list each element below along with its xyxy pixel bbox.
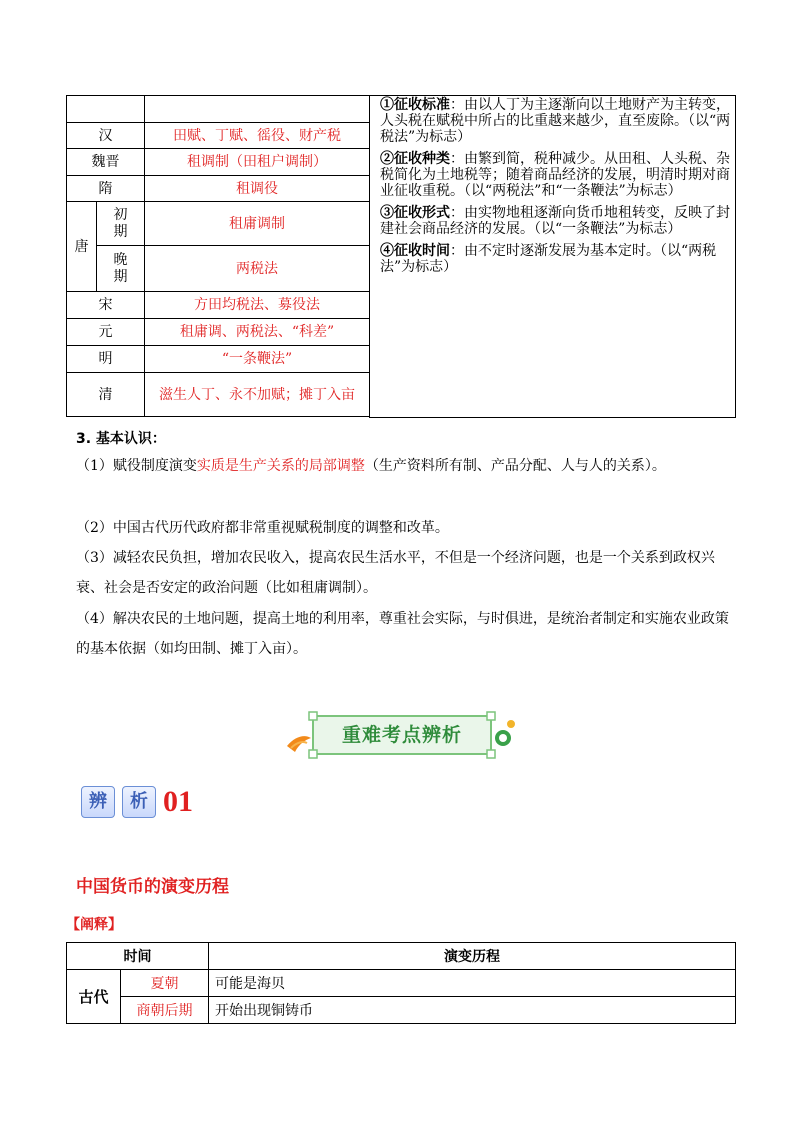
explanation-label: 【阐释】 xyxy=(66,917,122,933)
tax-system-cell: “一条鞭法” xyxy=(145,346,370,373)
point-2: ②征收种类：由繁到简，税种减少。从田租、人头税、杂税简化为土地税等；随着商品经济的发展，明清时期对商业征收重税。（以“两税法”和“一条鞭法”为标志） xyxy=(380,151,730,199)
dynasty-cell: 隋 xyxy=(67,176,145,202)
tax-system-cell: 租调制（田租户调制） xyxy=(145,149,370,176)
badge-char-1: 辨 xyxy=(81,786,115,818)
paragraph-3: （3）减轻农民负担，增加农民收入，提高农民生活水平，不但是一个经济问题，也是一个关系到政权兴衰、社会是否安定的政治问题（比如租庸调制）。 xyxy=(76,550,715,596)
dynasty-cell: 唐 xyxy=(67,202,97,292)
tax-system-cell: 两税法 xyxy=(145,246,370,292)
currency-table xyxy=(66,942,736,1024)
period-cell: 晚期 xyxy=(97,246,145,292)
point-3: ③征收形式：由实物地租逐渐向货币地租转变，反映了封建社会商品经济的发展。（以“一条鞭法”为标志） xyxy=(380,205,730,237)
evolution-points xyxy=(370,96,736,418)
paragraph-4: （4）解决农民的土地问题，提高土地的利用率，尊重社会实际，与时俱进，是统治者制定和实施农业政策的基本依据（如均田制、摊丁入亩）。 xyxy=(76,611,729,657)
header-time: 时间 xyxy=(67,943,209,970)
header-evolution: 演变历程 xyxy=(209,943,736,970)
evolution-cell: 开始出现铜铸币 xyxy=(209,997,736,1024)
tax-system-table xyxy=(66,95,736,418)
dynasty-cell: 汉 xyxy=(67,123,145,149)
dynasty-cell: 清 xyxy=(67,373,145,417)
point-1: ①征收标准：由以人丁为主逐渐向以土地财产为主转变，人头税在赋税中所占的比重越来越少，直至废除。（以“两税法”为标志） xyxy=(380,97,731,145)
section-title: 中国货币的演变历程 xyxy=(76,877,229,897)
badge-number: 01 xyxy=(163,785,193,818)
period-cell: 商朝后期 xyxy=(121,997,209,1024)
tax-system-cell: 租庸调制 xyxy=(145,202,370,246)
dynasty-cell xyxy=(67,96,145,123)
dynasty-cell: 明 xyxy=(67,346,145,373)
tax-system-cell: 方田均税法、募役法 xyxy=(145,292,370,319)
period-cell: 初期 xyxy=(97,202,145,246)
badge-char-2: 析 xyxy=(122,786,156,818)
period-cell: 夏朝 xyxy=(121,970,209,997)
tax-system-cell xyxy=(145,96,370,123)
banner-text: 重难考点辨析 xyxy=(341,724,462,746)
era-cell: 古代 xyxy=(67,970,121,1024)
paragraph-1: （1）赋役制度演变实质是生产关系的局部调整（生产资料所有制、产品分配、人与人的关系）。 xyxy=(76,458,666,474)
key-points-banner xyxy=(285,708,517,762)
evolution-cell: 可能是海贝 xyxy=(209,970,736,997)
tax-system-cell: 租调役 xyxy=(145,176,370,202)
dynasty-cell: 元 xyxy=(67,319,145,346)
point-4: ④征收时间：由不定时逐渐发展为基本定时。（以“两税法”为标志） xyxy=(380,243,717,275)
tax-system-cell: 田赋、丁赋、徭役、财产税 xyxy=(145,123,370,149)
paragraph-2: （2）中国古代历代政府都非常重视赋税制度的调整和改革。 xyxy=(76,520,449,536)
section-heading: 3. 基本认识： xyxy=(76,431,166,447)
tax-system-cell: 滋生人丁、永不加赋；摊丁入亩 xyxy=(145,373,370,417)
tax-system-cell: 租庸调、两税法、“科差” xyxy=(145,319,370,346)
dynasty-cell: 魏晋 xyxy=(67,149,145,176)
dynasty-cell: 宋 xyxy=(67,292,145,319)
